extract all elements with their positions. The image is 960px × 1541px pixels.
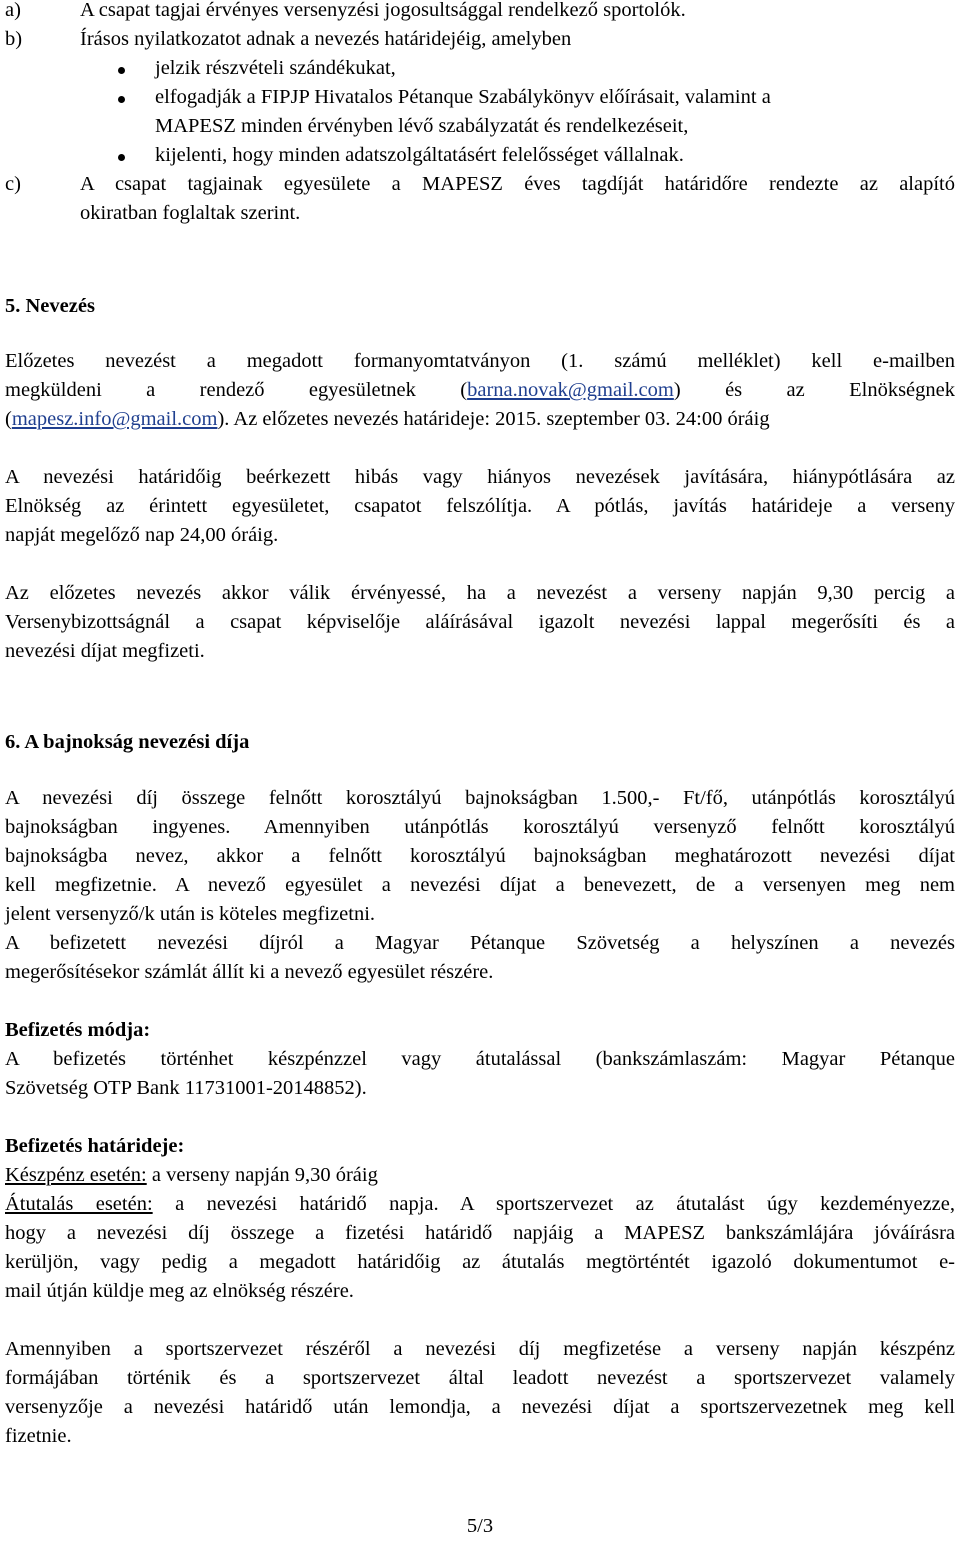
page-number: 5/3 [466,1515,494,1537]
paragraph-line: versenyzője a nevezési határidő után lemondja, a nevezési díjat a sportszervezetnek meg kell [5,1396,955,1418]
email-link-rendezo[interactable]: barna.novak@gmail.com [467,379,674,401]
list-label-b: b) [5,28,23,50]
paragraph-line: fizetnie. [5,1425,72,1447]
bullet-item: elfogadják a FIPJP Hivatalos Pétanque Szabálykönyv előírásait, valamint a [155,86,771,108]
paragraph-line: kerüljön, vagy pedig a megadott határidőig az átutalás megtörténtét igazoló dokumentumot e- [5,1251,955,1273]
bullet-item: jelzik részvételi szándékukat, [155,57,396,79]
list-label-c: c) [5,173,21,195]
paragraph-line [5,405,955,434]
paragraph-line: A nevezési díj összege felnőtt korosztályú bajnokságban 1.500,- Ft/fő, utánpótlás korosztályú [5,787,955,809]
bullet-icon [118,154,125,161]
text-span: ). Az előzetes nevezés határideje: 2015. szeptember 03. 24:00 óráig [217,408,770,430]
payment-method-heading: Befizetés módja: [5,1019,151,1041]
paragraph-line: megerősítésekor számlát állít ki a nevező egyesület részére. [5,961,494,983]
paragraph-line [5,1190,955,1219]
paragraph-line: bajnokságban ingyenes. Amennyiben utánpótlás korosztályú versenyző felnőtt korosztályú [5,816,955,838]
list-item-a: A csapat tagjai érvényes versenyzési jogosultsággal rendelkező sportolók. [80,0,686,21]
section-heading-5: 5. Nevezés [5,295,95,317]
text-span: a verseny napján 9,30 óráig [146,1164,378,1186]
paragraph-line: jelent versenyző/k után is köteles megfizetni. [5,903,376,925]
transfer-label: Átutalás esetén: [5,1193,153,1215]
paragraph-line: A befizetett nevezési díjról a Magyar Pétanque Szövetség a helyszínen a nevezés [5,932,955,954]
paragraph-line: hogy a nevezési díj összege a fizetési határidő napjáig a MAPESZ bankszámlájára jóváírásra [5,1222,955,1244]
bullet-icon [118,67,125,74]
paragraph-line: bajnokságba nevez, akkor a felnőtt korosztályú bajnokságban meghatározott nevezési díjat [5,845,955,867]
list-label-a: a) [5,0,21,21]
paragraph-line: Elnökség az érintett egyesületet, csapatot felszólítja. A pótlás, javítás határideje a verseny [5,495,955,517]
paragraph-line: Versenybizottságnál a csapat képviselője aláírásával igazolt nevezési lappal megerősíti és a [5,611,955,633]
bullet-item: kijelenti, hogy minden adatszolgáltatásért felelősséget vállalnak. [155,144,684,166]
payment-deadline-heading: Befizetés határideje: [5,1135,185,1157]
paragraph-line: Szövetség OTP Bank 11731001-20148852). [5,1077,367,1099]
paragraph-line: napját megelőző nap 24,00 óráig. [5,524,279,546]
section-heading-6: 6. A bajnokság nevezési díja [5,731,250,753]
paragraph-line [5,1161,955,1190]
list-item-b: Írásos nyilatkozatot adnak a nevezés határidejéig, amelyben [80,28,572,50]
paragraph-line [5,376,955,405]
paragraph-line: A befizetés történhet készpénzzel vagy átutalással (bankszámlaszám: Magyar Pétanque [5,1048,955,1070]
paragraph-line: Előzetes nevezést a megadott formanyomtatványon (1. számú melléklet) kell e-mailben [5,350,955,372]
text-span: megküldeni a rendező egyesületnek ( [5,379,468,401]
paragraph-line: formájában történik és a sportszervezet által leadott nevezést a sportszervezet valamely [5,1367,955,1389]
text-span: ) és az Elnökségnek [673,379,955,401]
email-link-elnokseg[interactable]: mapesz.info@gmail.com [11,408,218,430]
list-item-c: A csapat tagjainak egyesülete a MAPESZ éves tagdíját határidőre rendezte az alapító [80,173,955,195]
paragraph-line: kell megfizetnie. A nevező egyesület a nevezési díjat a benevezett, de a versenyen meg nem [5,874,955,896]
text-span: ( [5,408,12,430]
paragraph-line: nevezési díjat megfizeti. [5,640,205,662]
paragraph-line: A nevezési határidőig beérkezett hibás vagy hiányos nevezések javítására, hiánypótlására az [5,466,955,488]
cash-label: Készpénz esetén: [5,1164,147,1186]
list-item-c-continuation: okiratban foglaltak szerint. [80,202,301,224]
bullet-item-continuation: MAPESZ minden érvényben lévő szabályzatát és rendelkezéseit, [155,115,689,137]
bullet-icon [118,96,125,103]
text-span: a nevezési határidő napja. A sportszervezet az átutalást úgy kezdeményezze, [152,1193,956,1215]
paragraph-line: mail útján küldje meg az elnökség részére. [5,1280,354,1302]
paragraph-line: Az előzetes nevezés akkor válik érvényessé, ha a nevezést a verseny napján 9,30 percig a [5,582,955,604]
paragraph-line: Amennyiben a sportszervezet részéről a nevezési díj megfizetése a verseny napján készpénz [5,1338,955,1360]
